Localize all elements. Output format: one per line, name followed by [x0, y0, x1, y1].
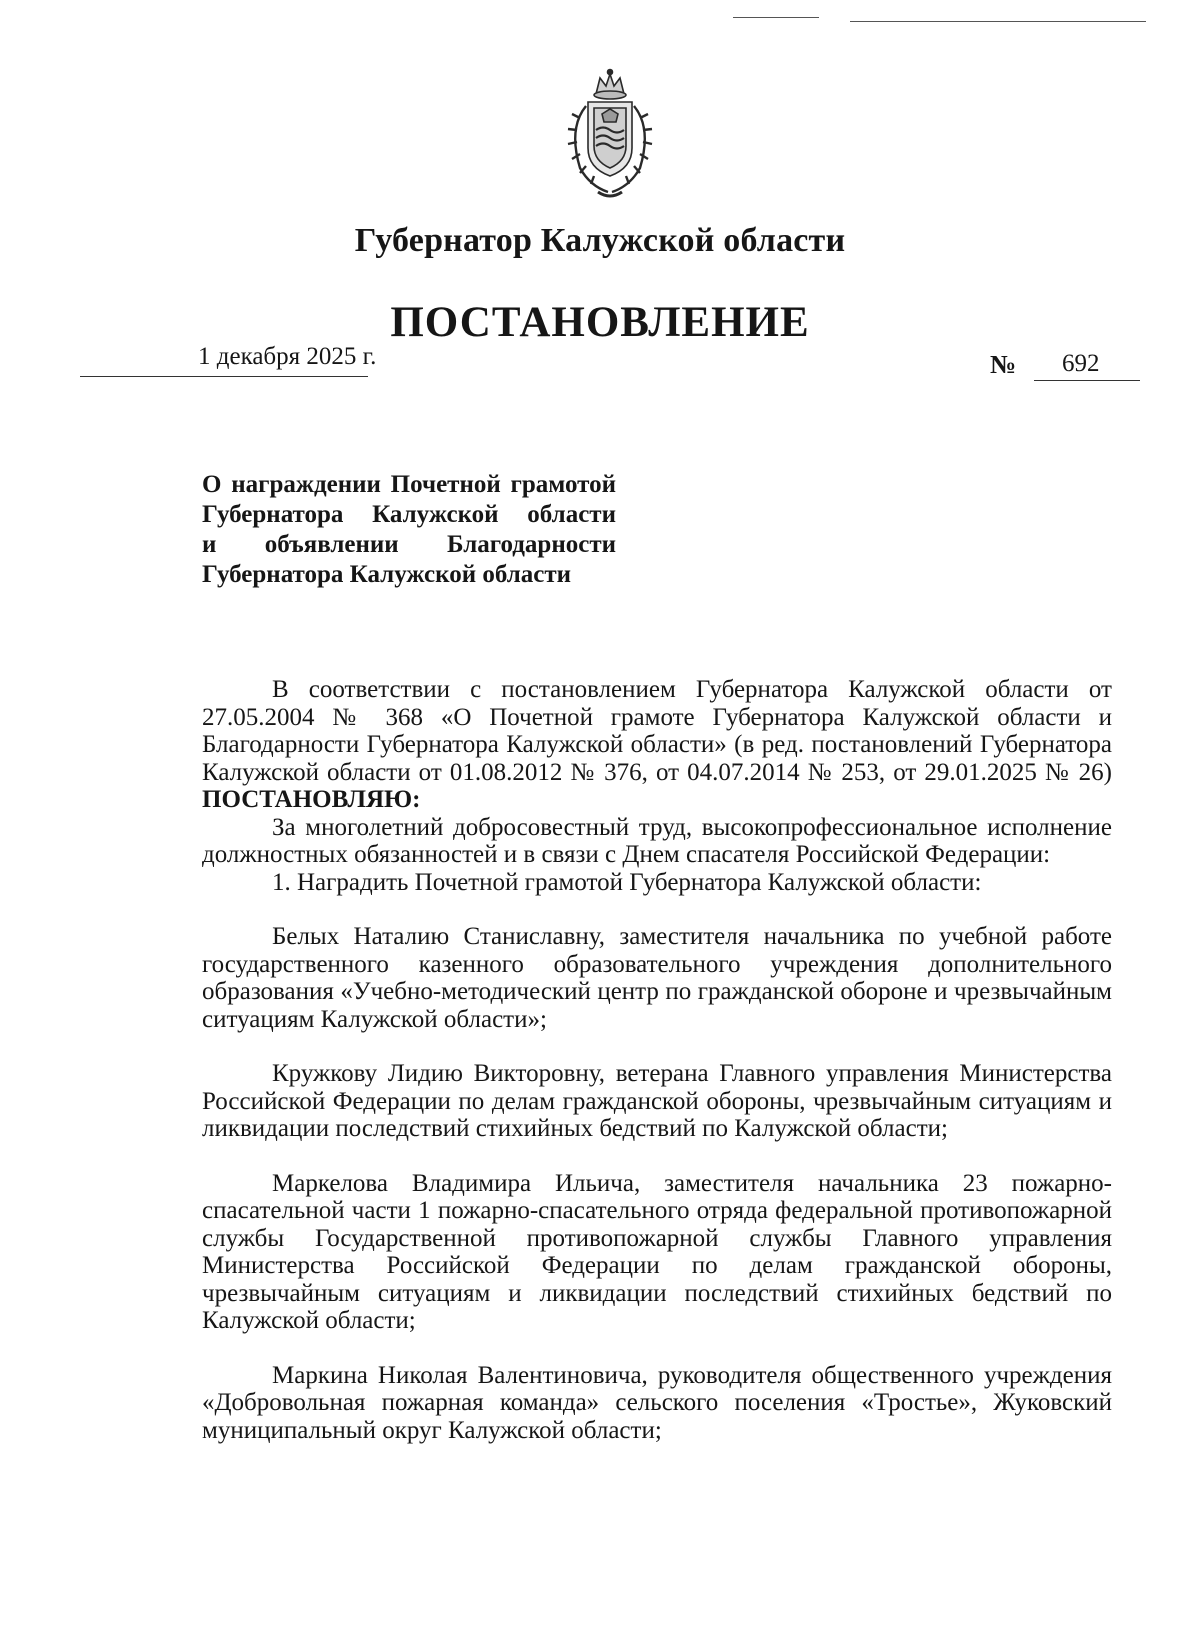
number-sign: №: [990, 350, 1017, 379]
item-1-paragraph: 1. Наградить Почетной грамотой Губернатора Калужской области:: [272, 868, 982, 896]
preamble-text: В соответствии с постановлением Губернатора Калужской области от 27.05.2004 № 368 «О Почетной грамоте Губернатора Калужской области и Благодарности Губернатора Калужской области» (в ред. постановлений Губернатора Калужской области от 01.08.2012 № 376, от 04.07.2014 № 253, от 29.01.2025 № 26): [202, 676, 1112, 786]
awardee-paragraph: Белых Наталию Станиславну, заместителя начальника по учебной работе государственного казенного образовательного учреждения дополнительного образования «Учебно-методический центр по гражданской обороне и чрезвычайным ситуациям Калужской области»;: [202, 923, 1112, 1033]
document-date-field: [80, 343, 380, 383]
awardee-paragraph: Маркелова Владимира Ильича, заместителя начальника 23 пожарно-спасательной части 1 пожарно-спасательного отряда федеральной противопожарной службы Государственной противопожарной службы Главного управления Министерства Российской Федерации по делам гражданской обороны, чрезвычайным ситуациям и ликвидации последствий стихийных бедствий по Калужской области;: [202, 1169, 1112, 1334]
document-type-title: ПОСТАНОВЛЕНИЕ: [390, 299, 810, 346]
awardee-paragraph: Кружкову Лидию Викторовну, ветерана Главного управления Министерства Российской Федерации по делам гражданской обороны, чрезвычайным ситуациям и ликвидации последствий стихийных бедствий по Калужской области;: [202, 1060, 1112, 1142]
document-number: 692: [1062, 350, 1100, 377]
document-date: 1 декабря 2025 г.: [198, 343, 377, 370]
scan-artifact-line: [733, 17, 819, 18]
document-subject: [202, 470, 616, 590]
number-underline: [1034, 380, 1140, 381]
subject-line: Губернатора Калужской области: [202, 501, 616, 528]
date-underline: [80, 376, 368, 377]
reason-paragraph: За многолетний добросовестный труд, высокопрофессиональное исполнение должностных обязанностей и в связи с Днем спасателя Российской Федерации:: [202, 813, 1112, 868]
document-body: [202, 676, 1112, 1444]
subject-line: О награждении Почетной грамотой: [202, 471, 616, 498]
subject-line: и объявлении Благодарности: [202, 531, 616, 558]
preamble-paragraph: [202, 676, 1112, 814]
awardee-paragraph: Маркина Николая Валентиновича, руководителя общественного учреждения «Добровольная пожарная команда» сельского поселения «Тростье», Жуковский муниципальный округ Калужской области;: [202, 1361, 1112, 1444]
document-number-field: [990, 350, 1140, 386]
issuing-authority: Губернатор Калужской области: [354, 222, 846, 259]
scan-artifact-line: [850, 21, 1146, 22]
kaluga-coat-of-arms-icon: [550, 64, 670, 202]
subject-line: Губернатора Калужской области: [202, 561, 572, 588]
resolve-word: ПОСТАНОВЛЯЮ:: [202, 786, 421, 813]
